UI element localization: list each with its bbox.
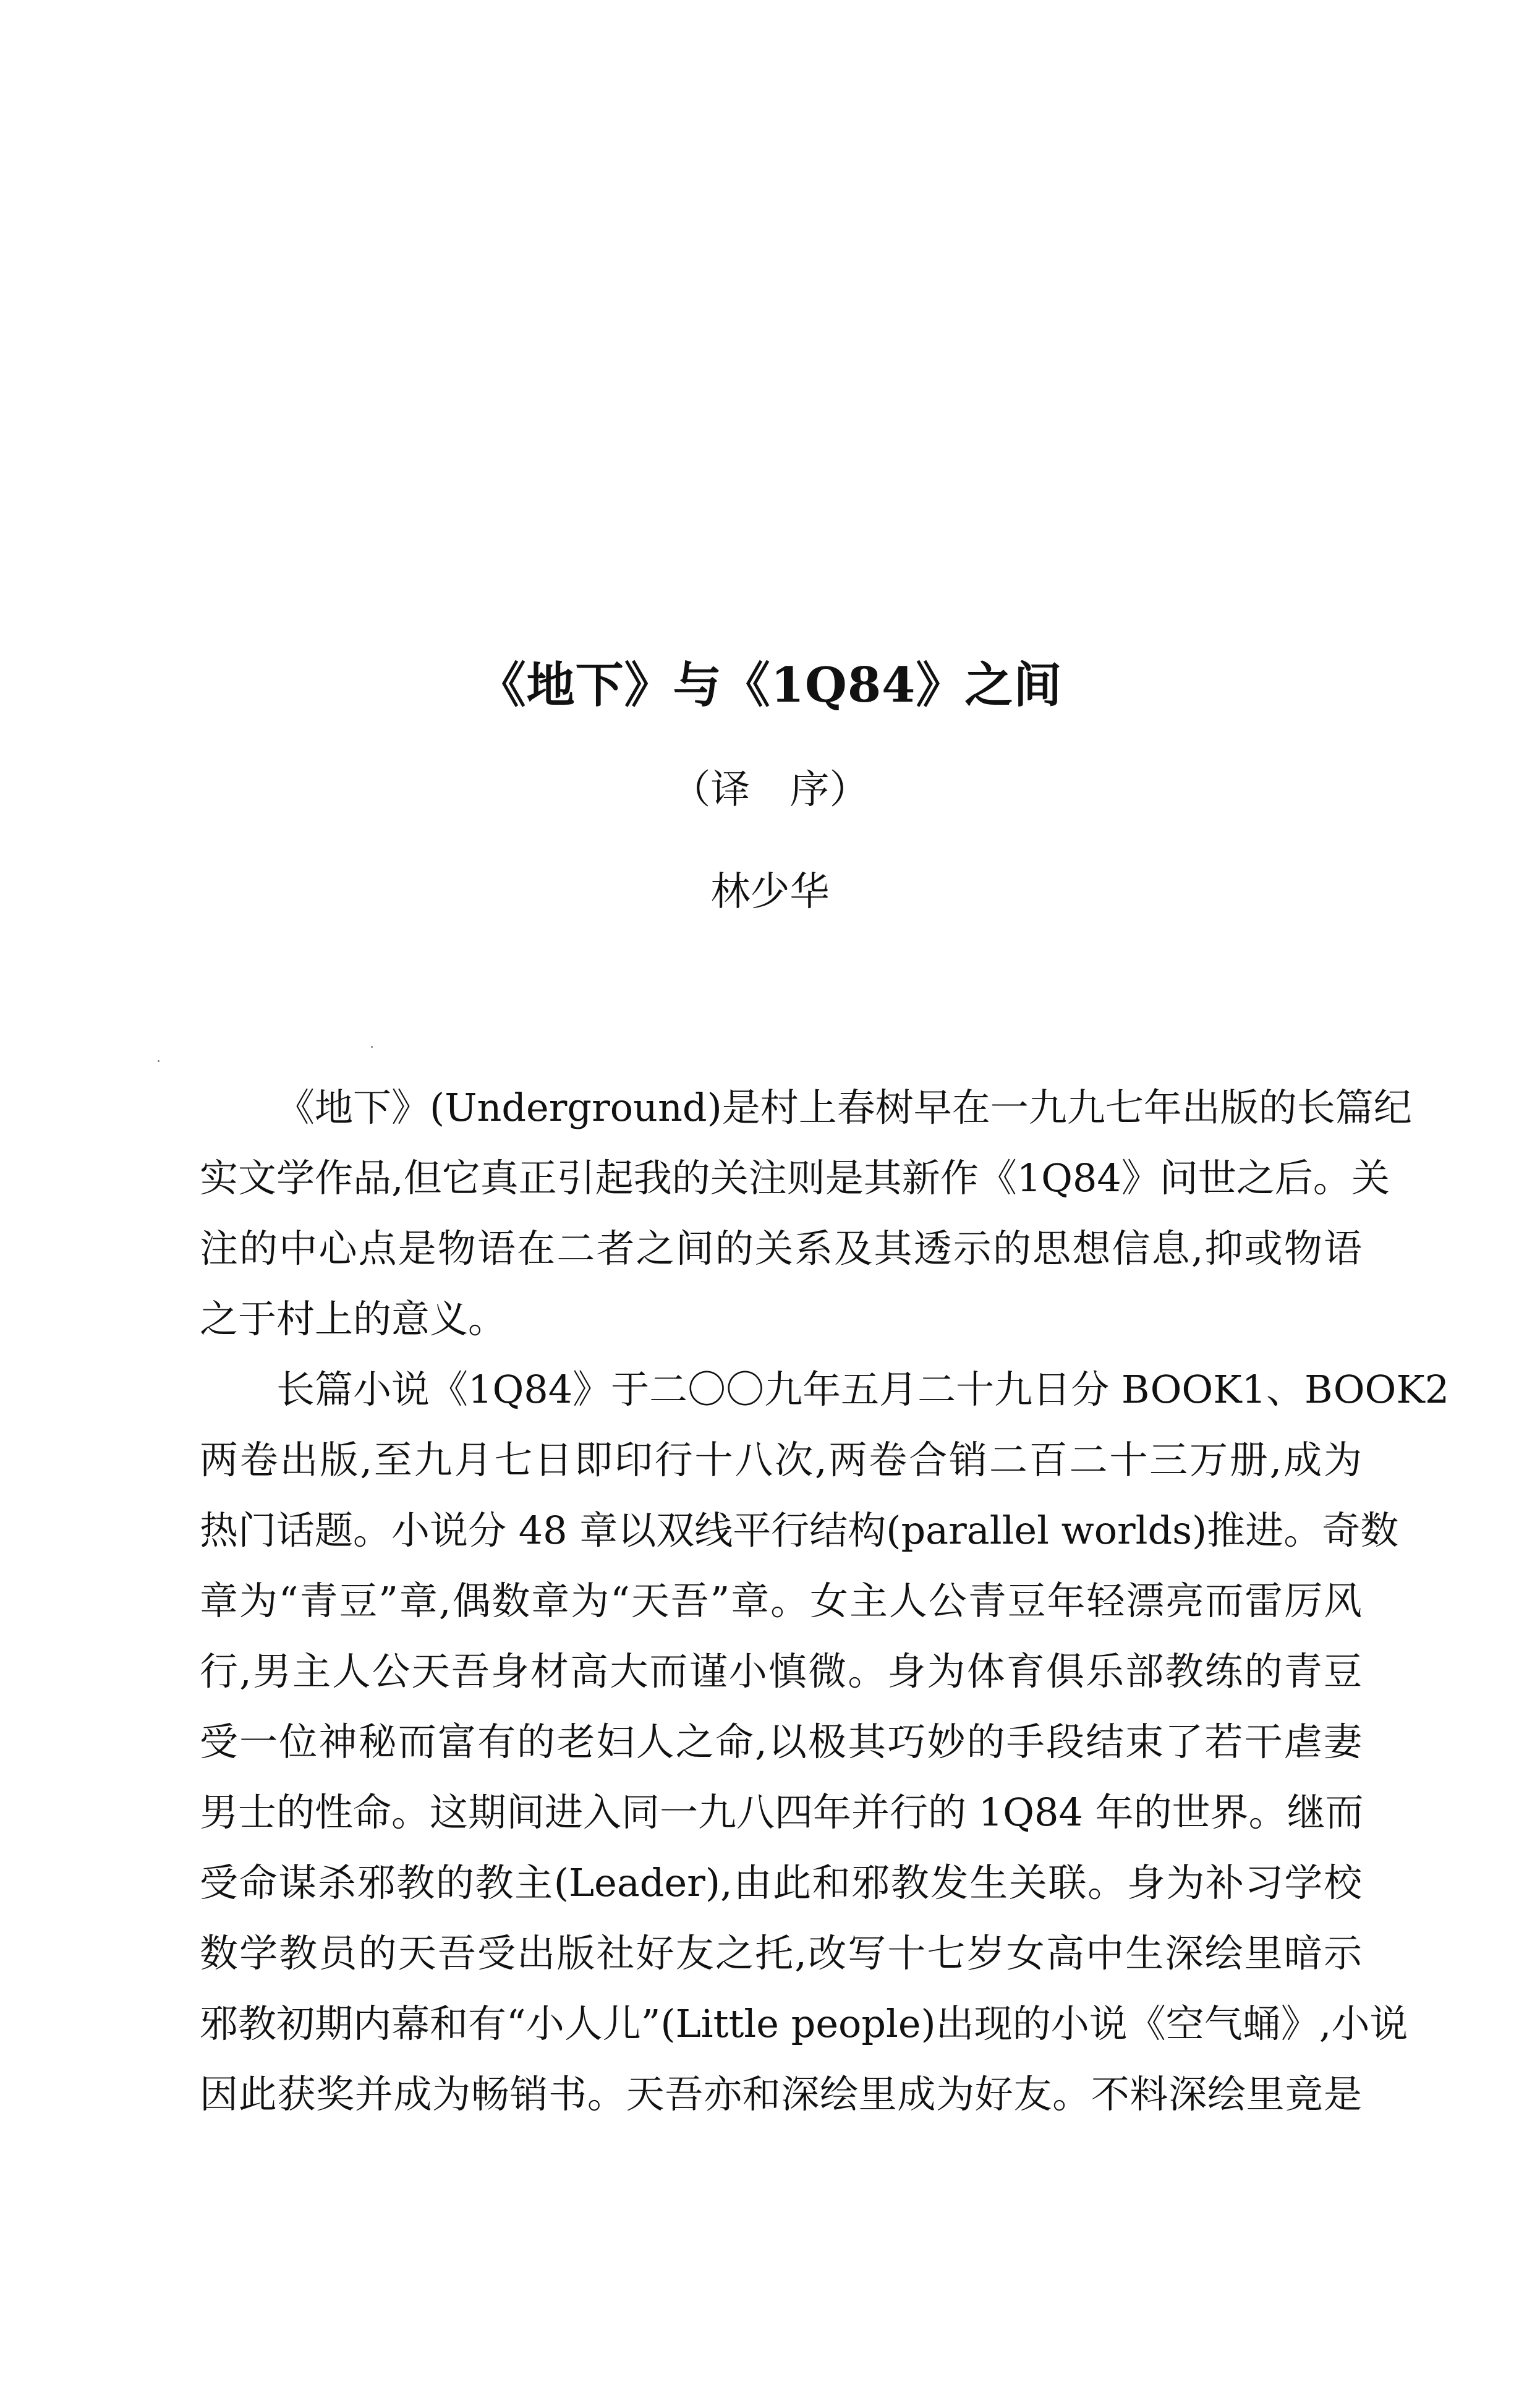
text-line: 受命谋杀邪教的教主(Leader),由此和邪教发生关联。身为补习学校 [200, 1860, 1362, 1905]
text-line: 两卷出版,至九月七日即印行十八次,两卷合销二百二十三万册,成为 [200, 1437, 1362, 1482]
body-text [200, 1073, 1450, 2130]
text-line: 因此获奖并成为畅销书。天吾亦和深绘里成为好友。不料深绘里竟是 [200, 2072, 1362, 2117]
text-line: 邪教初期内幕和有“小人儿”(Little people)出现的小说《空气蛹》,小说 [200, 2001, 1408, 2046]
text-line: 男士的性命。这期间进入同一九八四年并行的 1Q84 年的世界。继而 [200, 1790, 1364, 1835]
chapter-subtitle: （译 序） [671, 767, 869, 813]
text-line: 受一位神秘而富有的老妇人之命,以极其巧妙的手段结束了若干虐妻 [200, 1719, 1362, 1764]
text-line: 注的中心点是物语在二者之间的关系及其透示的思想信息,抑或物语 [200, 1226, 1362, 1271]
text-line: 《地下》(Underground)是村上春树早在一九九七年出版的长篇纪 [276, 1085, 1412, 1130]
text-line: 之于村上的意义。 [200, 1296, 507, 1341]
text-line: 章为“青豆”章,偶数章为“天吾”章。女主人公青豆年轻漂亮而雷厉风 [200, 1578, 1362, 1623]
text-line: 长篇小说《1Q84》于二〇〇九年五月二十九日分 BOOK1、BOOK2 [276, 1367, 1450, 1412]
text-line: 数学教员的天吾受出版社好友之托,改写十七岁女高中生深绘里暗示 [200, 1931, 1362, 1976]
scan-speck [371, 1046, 373, 1048]
text-line: 行,男主人公天吾身材高大而谨小慎微。身为体育俱乐部教练的青豆 [200, 1649, 1362, 1694]
text-line: 实文学作品,但它真正引起我的关注则是其新作《1Q84》问世之后。关 [200, 1155, 1390, 1201]
text-line: 热门话题。小说分 48 章以双线平行结构(parallel worlds)推进。奇数 [200, 1508, 1399, 1553]
scan-speck [158, 1060, 160, 1062]
author-name: 林少华 [710, 869, 830, 915]
chapter-title: 《地下》与《1Q84》之间 [477, 657, 1063, 713]
